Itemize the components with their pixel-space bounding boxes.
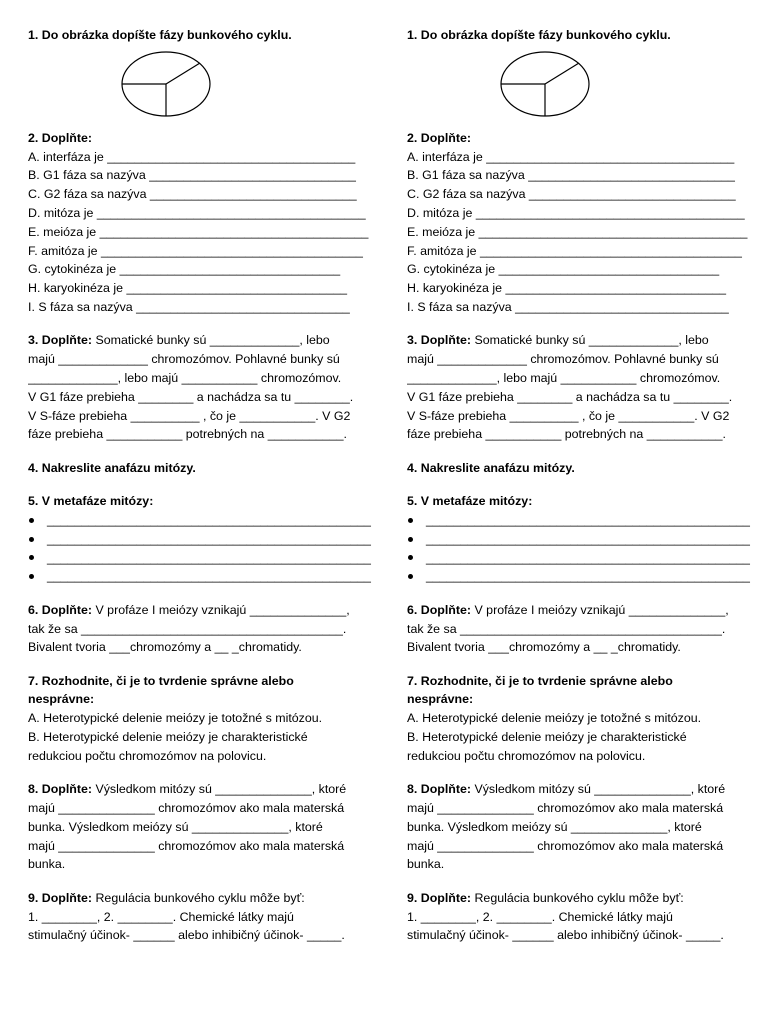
q5-bullet (407, 511, 752, 530)
q9-line: 1. ________, 2. ________. Chemické látky majú (28, 909, 294, 924)
q3-line: V G1 fáze prebieha ________ a nachádza sa tu ________. (407, 389, 733, 404)
q6-line: Bivalent tvoria ___chromozómy a __ _chromatidy. (407, 640, 681, 655)
q6-text: V profáze I meiózy vznikajú ______________, (471, 602, 729, 617)
q1-title: 1. Do obrázka dopíšte fázy bunkového cyklu. (407, 28, 671, 42)
q2-item: H. karyokinéza je ________________________________ (407, 281, 726, 296)
q1-title: 1. Do obrázka dopíšte fázy bunkového cyklu. (28, 28, 292, 42)
q6-line: Bivalent tvoria ___chromozómy a __ _chromatidy. (28, 640, 302, 655)
q8-line: majú ______________ chromozómov ako mala materská (407, 801, 724, 816)
cell-cycle-circle-icon (499, 50, 591, 118)
worksheet-left (28, 26, 373, 945)
q5-bullet (28, 530, 373, 549)
q9-label: 9. Doplňte: (28, 890, 93, 905)
q5-blank: _______________________________________________ (47, 569, 371, 584)
bullet-icon (408, 518, 413, 523)
q8-label: 8. Doplňte: (28, 782, 93, 797)
cell-cycle-circle-icon (120, 50, 212, 118)
q2-title: 2. Doplňte: (28, 130, 93, 145)
q5-blank: _______________________________________________ (426, 531, 750, 546)
q8-line: bunka. Výsledkom meiózy sú ______________, ktoré (28, 819, 323, 834)
bullet-icon (29, 537, 34, 542)
bullet-icon (29, 518, 34, 523)
q6-line: tak že sa ______________________________________. (407, 621, 726, 636)
q9-line: 1. ________, 2. ________. Chemické látky majú (407, 909, 673, 924)
q9-line: stimulačný účinok- ______ alebo inhibičný účinok- _____. (28, 928, 345, 943)
q9-line (407, 889, 752, 908)
worksheet-right (407, 26, 752, 945)
q2-item: B. G1 fáza sa nazýva ______________________________ (28, 168, 356, 183)
q8-label: 8. Doplňte: (407, 782, 472, 797)
q6-line: tak že sa ______________________________________. (28, 621, 347, 636)
q2-item: E. meióza je _______________________________________ (407, 224, 748, 239)
q2-item: B. G1 fáza sa nazýva ______________________________ (407, 168, 735, 183)
q8-line: majú ______________ chromozómov ako mala materská (407, 838, 724, 853)
q2-item: A. interfáza je ____________________________________ (28, 149, 356, 164)
q5-blank: _______________________________________________ (426, 550, 750, 565)
q3-line: fáze prebieha ___________ potrebných na ___________. (407, 427, 726, 442)
q6-text: V profáze I meiózy vznikajú ______________, (92, 602, 350, 617)
bullet-icon (408, 555, 413, 560)
q3-line: fáze prebieha ___________ potrebných na ___________. (28, 427, 347, 442)
q2-item: G. cytokinéza je ________________________________ (407, 262, 720, 277)
q9-label: 9. Doplňte: (407, 890, 472, 905)
q3-label: 3. Doplňte: (407, 333, 472, 348)
q3-line: _____________, lebo majú ___________ chromozómov. (28, 370, 342, 385)
q6-label: 6. Doplňte: (28, 602, 93, 617)
q7-title: 7. Rozhodnite, či je to tvrdenie správne alebo (28, 673, 294, 688)
q5-bullet (28, 549, 373, 568)
cell-cycle-diagram (407, 45, 752, 129)
q7-line: B. Heterotypické delenie meiózy je charakteristické (28, 730, 308, 745)
q7-title: 7. Rozhodnite, či je to tvrdenie správne alebo (407, 673, 673, 688)
q3-line: majú _____________ chromozómov. Pohlavné bunky sú (28, 352, 340, 367)
q2-title: 2. Doplňte: (407, 130, 472, 145)
cell-cycle-diagram (28, 45, 373, 129)
q3-text: Somatické bunky sú _____________, lebo (471, 333, 709, 348)
q3-label: 3. Doplňte: (28, 333, 93, 348)
q3-line: V S-fáze prebieha __________ , čo je ___________. V G2 (28, 408, 351, 423)
q5-blank: _______________________________________________ (47, 550, 371, 565)
q2-item: I. S fáza sa nazýva _______________________________ (407, 299, 729, 314)
q3-line: V S-fáze prebieha __________ , čo je ___________. V G2 (407, 408, 730, 423)
q9-text: Regulácia bunkového cyklu môže byť: (92, 890, 305, 905)
q4-title: 4. Nakreslite anafázu mitózy. (28, 460, 196, 475)
q2-item: D. mitóza je _______________________________________ (407, 205, 745, 220)
q3-line: majú _____________ chromozómov. Pohlavné bunky sú (407, 352, 719, 367)
q5-bullet (407, 530, 752, 549)
q8-line (28, 780, 373, 799)
q6-line (407, 601, 752, 620)
q8-line: bunka. Výsledkom meiózy sú ______________, ktoré (407, 819, 702, 834)
q5-title: 5. V metafáze mitózy: (28, 494, 154, 509)
q2-item: I. S fáza sa nazýva _______________________________ (28, 299, 350, 314)
q5-blank: _______________________________________________ (47, 512, 371, 527)
q5-blank: _______________________________________________ (426, 512, 750, 527)
q7-title: nesprávne: (407, 692, 474, 707)
q7-line: redukciou počtu chromozómov na polovicu. (28, 748, 267, 763)
q3-line: V G1 fáze prebieha ________ a nachádza sa tu ________. (28, 389, 354, 404)
q5-title: 5. V metafáze mitózy: (407, 494, 533, 509)
q3-line (407, 331, 752, 350)
q8-text: Výsledkom mitózy sú ______________, ktoré (92, 782, 347, 797)
q8-line: bunka. (407, 857, 445, 872)
q3-line (28, 331, 373, 350)
q2-item: G. cytokinéza je ________________________________ (28, 262, 341, 277)
q2-item: E. meióza je _______________________________________ (28, 224, 369, 239)
q7-line: redukciou počtu chromozómov na polovicu. (407, 748, 646, 763)
q2-item: A. interfáza je ____________________________________ (407, 149, 735, 164)
bullet-icon (29, 555, 34, 560)
q7-line: A. Heterotypické delenie meiózy je totožné s mitózou. (28, 711, 323, 726)
q2-item: C. G2 fáza sa nazýva ______________________________ (407, 187, 736, 202)
q3-line: _____________, lebo majú ___________ chromozómov. (407, 370, 721, 385)
q6-label: 6. Doplňte: (407, 602, 472, 617)
bullet-icon (29, 574, 34, 579)
q8-line (407, 780, 752, 799)
q8-line: bunka. (28, 857, 66, 872)
q2-item: F. amitóza je ______________________________________ (407, 243, 742, 258)
q8-line: majú ______________ chromozómov ako mala materská (28, 801, 345, 816)
q3-text: Somatické bunky sú _____________, lebo (92, 333, 330, 348)
q9-text: Regulácia bunkového cyklu môže byť: (471, 890, 684, 905)
q2-item: F. amitóza je ______________________________________ (28, 243, 363, 258)
q5-blank: _______________________________________________ (47, 531, 371, 546)
q8-line: majú ______________ chromozómov ako mala materská (28, 838, 345, 853)
bullet-icon (408, 537, 413, 542)
q7-line: A. Heterotypické delenie meiózy je totožné s mitózou. (407, 711, 702, 726)
q9-line: stimulačný účinok- ______ alebo inhibičný účinok- _____. (407, 928, 724, 943)
q5-bullet (407, 567, 752, 586)
q6-line (28, 601, 373, 620)
q7-title: nesprávne: (28, 692, 95, 707)
q2-item: C. G2 fáza sa nazýva ______________________________ (28, 187, 357, 202)
q5-bullet (407, 549, 752, 568)
q5-bullet (28, 511, 373, 530)
q5-bullet (28, 567, 373, 586)
bullet-icon (408, 574, 413, 579)
q4-title: 4. Nakreslite anafázu mitózy. (407, 460, 575, 475)
q5-blank: _______________________________________________ (426, 569, 750, 584)
q9-line (28, 889, 373, 908)
q2-item: H. karyokinéza je ________________________________ (28, 281, 347, 296)
q8-text: Výsledkom mitózy sú ______________, ktoré (471, 782, 726, 797)
q2-item: D. mitóza je _______________________________________ (28, 205, 366, 220)
q7-line: B. Heterotypické delenie meiózy je charakteristické (407, 730, 687, 745)
